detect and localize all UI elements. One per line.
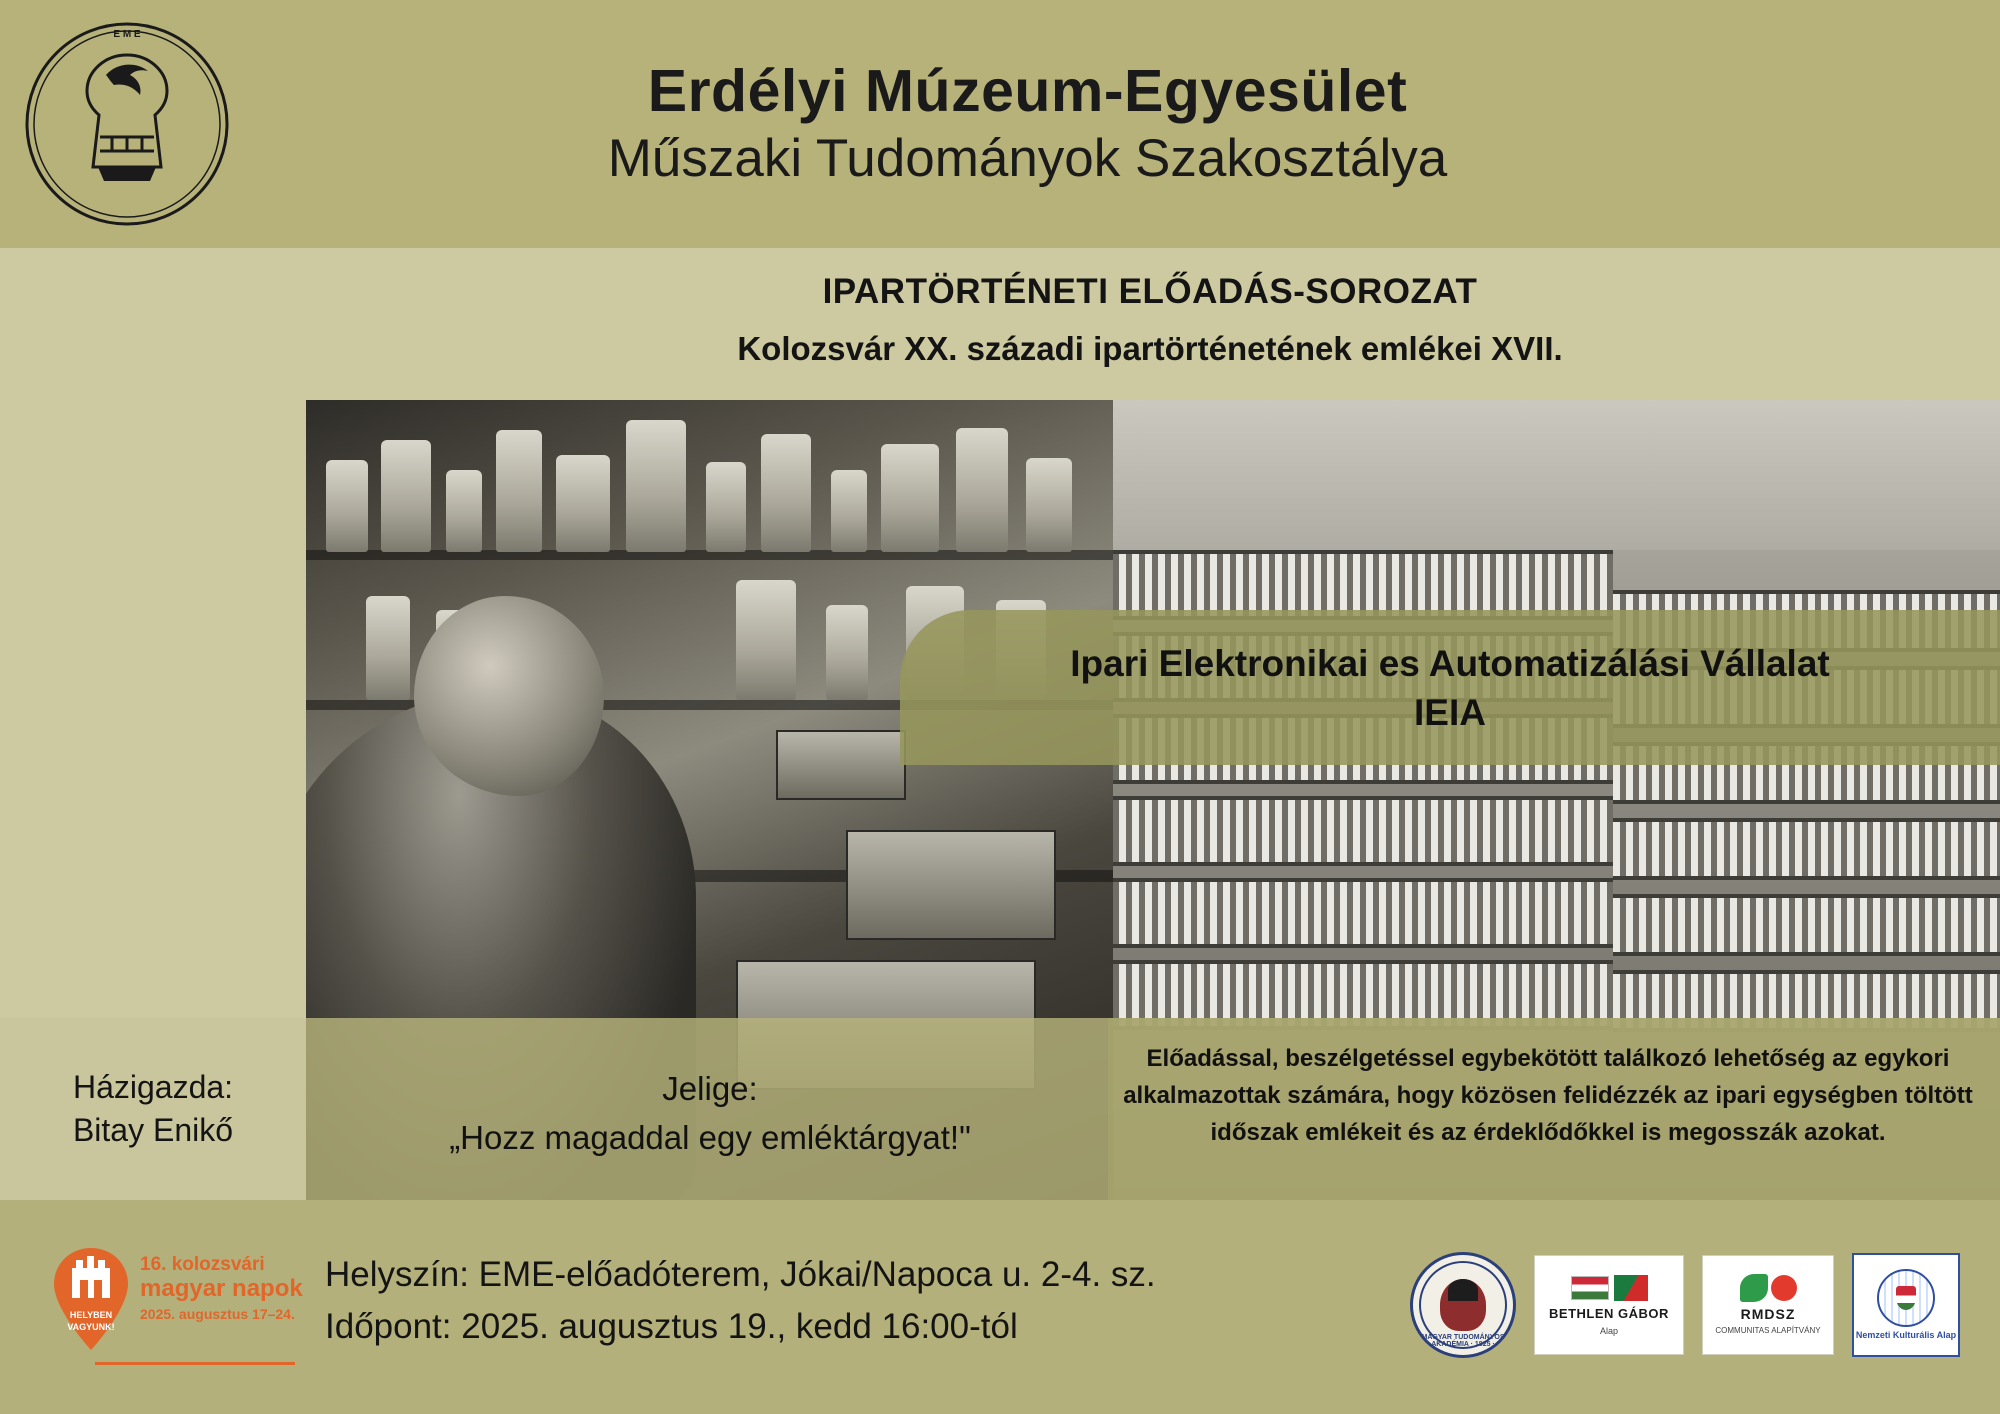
rmdsz-name: RMDSZ bbox=[1740, 1306, 1796, 1323]
header-text-block bbox=[235, 58, 2000, 191]
rmdsz-sub: COMMUNITAS ALAPÍTVÁNY bbox=[1715, 1326, 1821, 1336]
motto-label: Jelige: bbox=[662, 1070, 758, 1107]
mta-logo bbox=[1410, 1252, 1516, 1358]
svg-text:E M E: E M E bbox=[113, 28, 141, 40]
bethlen-marks bbox=[1571, 1275, 1648, 1301]
series-title: IPARTÖRTÉNETI ELŐADÁS-SOROZAT bbox=[822, 272, 1478, 311]
map-pin-icon bbox=[50, 1244, 132, 1354]
organization-title: Erdélyi Múzeum-Egyesület bbox=[647, 57, 1408, 124]
mta-logo-label: MAGYAR TUDOMÁNYOS AKADÉMIA · 1825 · bbox=[1421, 1334, 1505, 1348]
organization-subtitle: Műszaki Tudományok Szakosztálya bbox=[607, 128, 1448, 188]
host-label: Házigazda: bbox=[72, 1068, 234, 1105]
svg-text:VAGYUNK!: VAGYUNK! bbox=[67, 1322, 115, 1332]
svg-text:HELYBEN: HELYBEN bbox=[69, 1310, 113, 1320]
company-name: Ipari Elektronikai es Automatizálási Vállalat bbox=[1070, 643, 1830, 685]
kmn-line1: 16. kolozsvári bbox=[140, 1254, 265, 1275]
motto-block bbox=[340, 1068, 1080, 1160]
venue-text: Helyszín: EME-előadóterem, Jókai/Napoca u. 2-4. sz. bbox=[325, 1255, 1156, 1294]
bethlen-sub: Alap bbox=[1599, 1325, 1618, 1336]
poster-header bbox=[0, 0, 2000, 248]
globe-icon bbox=[1877, 1269, 1935, 1327]
nemzeti-kulturalis-alap-logo bbox=[1852, 1253, 1960, 1357]
eme-crest-icon bbox=[20, 17, 235, 232]
company-title-block bbox=[900, 610, 2000, 765]
datetime-text: Időpont: 2025. augusztus 19., kedd 16:00-tól bbox=[325, 1307, 1018, 1346]
kmn-line2: magyar napok bbox=[140, 1274, 303, 1302]
kolozsvari-magyar-napok-logo bbox=[40, 1240, 303, 1380]
nka-name: Nemzeti Kulturális Alap bbox=[1855, 1330, 1957, 1341]
hungarian-flag-icon bbox=[1571, 1276, 1609, 1300]
host-name: Bitay Enikő bbox=[72, 1112, 234, 1148]
bethlen-mark-icon bbox=[1614, 1275, 1648, 1301]
kmn-line3: 2025. augusztus 17–24. bbox=[140, 1306, 295, 1323]
series-subtitle: Kolozsvár XX. századi ipartörténetének emlékei XVII. bbox=[737, 330, 1563, 367]
left-light-column bbox=[0, 248, 306, 1018]
rmdsz-mark-icon bbox=[1740, 1274, 1797, 1302]
kmn-text-block bbox=[140, 1254, 305, 1323]
bethlen-name: BETHLEN GÁBOR bbox=[1549, 1305, 1669, 1321]
kmn-underline bbox=[95, 1362, 295, 1365]
company-abbreviation: IEIA bbox=[1414, 691, 1486, 733]
event-description: Előadással, beszélgetéssel egybekötött találkozó lehetőség az egykori alkalmazottak számára, hogy közösen felidézzék az ipari egységben töltött időszak emlékeit és az érdeklődőkkel is megosszák azokat. bbox=[1123, 1045, 1973, 1147]
host-box bbox=[0, 1018, 306, 1200]
rmdsz-logo bbox=[1702, 1255, 1834, 1355]
motto-quote: „Hozz magaddal egy emléktárgyat!" bbox=[449, 1118, 971, 1156]
sponsor-logos bbox=[1410, 1252, 1960, 1358]
bethlen-gabor-alap-logo bbox=[1534, 1255, 1684, 1355]
shield-icon bbox=[1896, 1286, 1916, 1310]
